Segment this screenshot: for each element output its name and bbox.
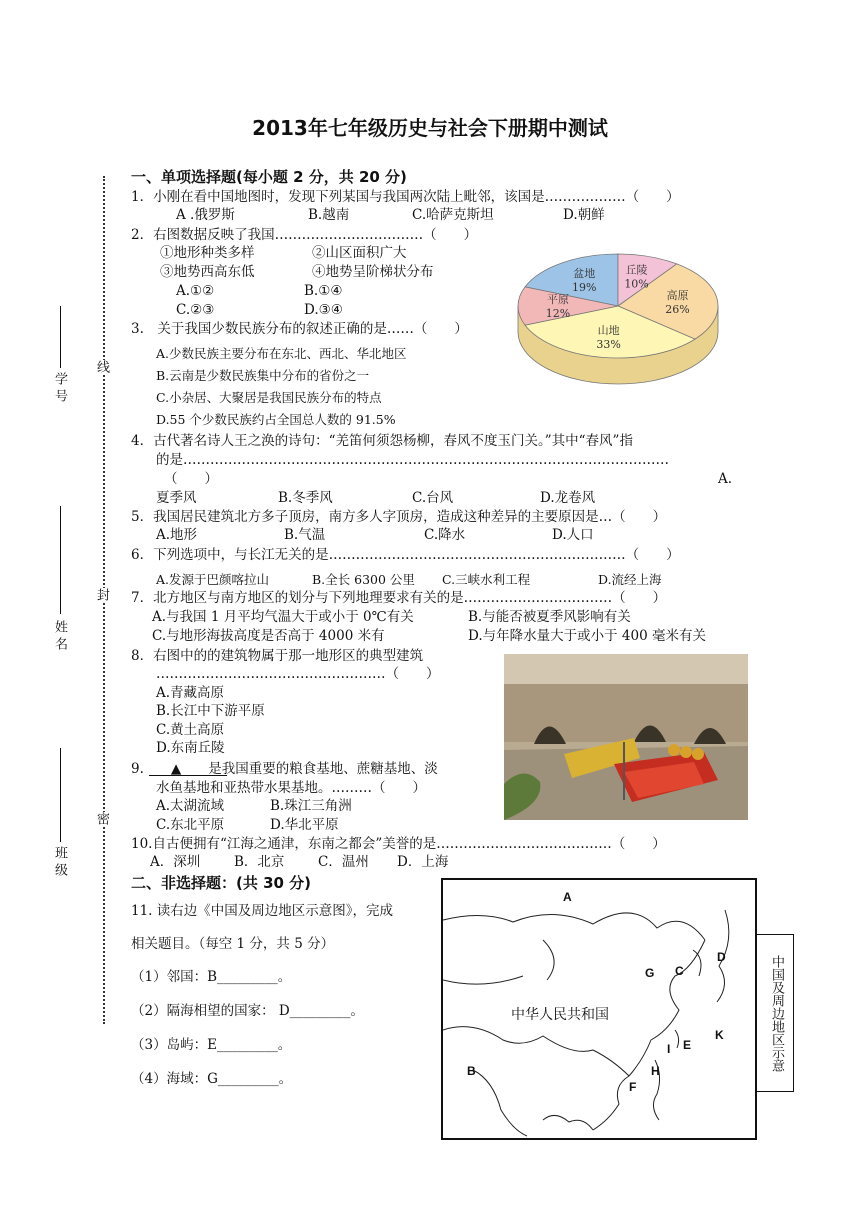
q11-line-2: 相关题目。（每空 1 分，共 5 分） — [131, 936, 335, 952]
map-letter-e: E — [683, 1038, 692, 1052]
pie-label-pct-3: 33% — [596, 337, 621, 351]
map-letter-c: C — [675, 964, 684, 978]
q11-blank-3[interactable]: （3）岛屿：E_________。 — [131, 1037, 292, 1053]
q1-option-b[interactable]: B.越南 — [308, 207, 350, 223]
china-region-map — [441, 878, 757, 1140]
cave-dwelling-illustration — [504, 654, 748, 820]
q1-stem: 1．小刚在看中国地图时，发现下列某国与我国两次陆上毗邻，该国是………………（ ） — [131, 189, 680, 205]
q11-line-1: 11. 读右边《中国及周边地区示意图》，完成 — [131, 903, 394, 919]
q1-option-d[interactable]: D.朝鲜 — [563, 207, 605, 223]
q8-stem-2: ……………………………………………（ ） — [156, 666, 440, 682]
student-no-label: 学 号 — [52, 372, 67, 403]
q2-item-3: ③地势西高东低 — [160, 264, 255, 280]
pie-label-name-3: 山地 — [597, 323, 620, 337]
landform-pie-chart — [514, 246, 724, 396]
q11-blank-2[interactable]: （2）隔海相望的国家： D_________。 — [131, 1003, 364, 1019]
q7-option-d[interactable]: D.与年降水量大于或小于 400 毫米有关 — [468, 628, 706, 644]
q5-option-c[interactable]: C.降水 — [424, 527, 466, 543]
q4-stem-2 — [156, 451, 732, 470]
q8-option-d[interactable]: D.东南丘陵 — [156, 740, 225, 756]
map-letter-d: D — [717, 950, 726, 964]
pie-label-name-2: 高原 — [666, 289, 689, 303]
q2-item-2: ②山区面积广大 — [312, 245, 407, 261]
q4-option-a[interactable]: 夏季风 — [156, 490, 197, 506]
pie-label-name-4: 平原 — [547, 293, 569, 306]
q4-option-c[interactable]: C.台风 — [412, 490, 454, 506]
class-blank[interactable] — [60, 748, 61, 842]
q5-option-d[interactable]: D.人口 — [552, 527, 594, 543]
q11-blank-4[interactable]: （4）海域：G_________。 — [131, 1071, 293, 1087]
q7-option-b[interactable]: B.与能否被夏季风影响有关 — [468, 609, 631, 625]
q8-option-a[interactable]: A.青藏高原 — [156, 685, 225, 701]
q4-paren: （ ） — [164, 471, 218, 487]
q8-option-b[interactable]: B.长江中下游平原 — [156, 703, 265, 719]
q10-option-b[interactable]: B．北京 — [234, 854, 285, 870]
q9-stem: 9. ▲ 是我国重要的粮食基地、蔗糖基地、淡 — [131, 761, 438, 777]
pie-label-name-1: 丘陵 — [625, 263, 648, 277]
q4-stem: 4．古代著名诗人王之涣的诗句：“羌笛何须怨杨柳，春风不度玉门关。”其中“春风”指 — [131, 433, 633, 449]
q7-option-c[interactable]: C.与地形海拔高度是否高于 4000 米有 — [152, 628, 385, 644]
q10-option-d[interactable]: D．上海 — [397, 854, 449, 870]
q10-stem: 10.自古便拥有“江海之通津，东南之都会”美誉的是…………………………………（ ） — [131, 836, 666, 852]
q7-option-a[interactable]: A.与我国 1 月平均气温大于或小于 0℃有关 — [152, 609, 414, 625]
q2-option-c[interactable]: C.②③ — [176, 302, 215, 318]
part1-heading: 一、单项选择题(每小题 2 分，共 20 分) — [131, 168, 407, 186]
q4-stem-2-text: 的是……………………………………………………………………………………………… — [156, 452, 669, 468]
map-letter-h: H — [651, 1064, 660, 1078]
map-caption: 中国及周边地区示意 — [756, 934, 794, 1092]
binding-dense-char: 密 — [94, 812, 109, 825]
q6-stem: 6．下列选项中，与长江无关的是…………………………………………………………（ ） — [131, 547, 680, 563]
q5-option-a[interactable]: A.地形 — [156, 527, 198, 543]
student-no-blank[interactable] — [60, 306, 61, 368]
map-country-label: 中华人民共和国 — [511, 1007, 609, 1023]
q2-option-b[interactable]: B.①④ — [304, 283, 343, 299]
q1-option-a[interactable]: A .俄罗斯 — [176, 207, 235, 223]
q2-option-a[interactable]: A.①② — [176, 283, 215, 299]
pie-label-pct-4: 12% — [545, 307, 571, 320]
q9-option-d[interactable]: D.华北平原 — [270, 817, 339, 833]
map-letter-i: I — [667, 1042, 671, 1056]
q3-stem: 3. 关于我国少数民族分布的叙述正确的是……（ ） — [131, 321, 468, 337]
name-blank[interactable] — [60, 506, 61, 614]
class-label: 班 级 — [52, 846, 67, 877]
pie-label-pct-2: 26% — [665, 303, 690, 317]
map-letter-f: F — [629, 1080, 637, 1094]
pie-label-pct-0: 19% — [572, 281, 597, 295]
q2-option-d[interactable]: D.③④ — [304, 302, 343, 318]
q2-item-4: ④地势呈阶梯状分布 — [312, 264, 434, 280]
q9-option-b[interactable]: B.珠江三角洲 — [270, 798, 352, 814]
q2-item-1: ①地形种类多样 — [160, 245, 255, 261]
q11-blank-1[interactable]: （1）邻国：B_________。 — [131, 969, 292, 985]
q4-a-label: A. — [718, 471, 733, 487]
name-label: 姓 名 — [52, 620, 67, 651]
map-letter-g: G — [645, 966, 655, 980]
q10-option-a[interactable]: A．深圳 — [150, 854, 201, 870]
pie-label-pct-1: 10% — [624, 277, 649, 291]
q6-option-c[interactable]: C.三峡水利工程 — [442, 572, 531, 587]
q10-option-c[interactable]: C．温州 — [318, 854, 369, 870]
q5-option-b[interactable]: B.气温 — [284, 527, 326, 543]
q3-option-d[interactable]: D.55 个少数民族约占全国总人数的 91.5% — [156, 412, 396, 427]
map-letter-b: B — [467, 1064, 476, 1078]
binding-line-char: 线 — [94, 360, 109, 373]
q2-stem: 2．右图数据反映了我国……………………………（ ） — [131, 227, 478, 243]
cave-dwelling-photo — [504, 654, 748, 820]
q3-option-a[interactable]: A.少数民族主要分布在东北、西北、华北地区 — [156, 346, 407, 361]
map-letter-a: A — [563, 890, 572, 904]
q3-option-c[interactable]: C.小杂居、大聚居是我国民族分布的特点 — [156, 390, 382, 405]
map-letter-k: K — [715, 1028, 724, 1042]
q3-option-b[interactable]: B.云南是少数民族集中分布的省份之一 — [156, 368, 370, 383]
q4-option-b[interactable]: B.冬季风 — [278, 490, 333, 506]
q9-option-a[interactable]: A.太湖流域 — [156, 798, 225, 814]
q7-stem: 7．北方地区与南方地区的划分与下列地理要求有关的是……………………………（ ） — [131, 590, 667, 606]
q1-option-c[interactable]: C.哈萨克斯坦 — [412, 207, 494, 223]
q6-option-d[interactable]: D.流经上海 — [598, 572, 662, 587]
q5-stem: 5．我国居民建筑北方多子顶房，南方多人字顶房，造成这种差异的主要原因是…（ ） — [131, 509, 667, 525]
pie-label-name-0: 盆地 — [573, 267, 596, 281]
page-title: 2013年七年级历史与社会下册期中测试 — [252, 116, 608, 140]
q8-stem: 8．右图中的的建筑物属于那一地形区的典型建筑 — [131, 648, 424, 664]
q8-option-c[interactable]: C.黄土高原 — [156, 722, 225, 738]
q9-option-c[interactable]: C.东北平原 — [156, 817, 225, 833]
part2-heading: 二、非选择题：(共 30 分) — [131, 874, 312, 892]
q6-option-a[interactable]: A.发源于巴颜喀拉山 — [156, 572, 270, 587]
q9-blank-underline[interactable] — [149, 775, 227, 776]
q6-option-b[interactable]: B.全长 6300 公里 — [312, 572, 415, 587]
q4-option-d[interactable]: D.龙卷风 — [540, 490, 596, 506]
q9-stem-2: 水鱼基地和亚热带水果基地。………（ ） — [156, 780, 426, 796]
binding-seal-char: 封 — [94, 588, 109, 601]
